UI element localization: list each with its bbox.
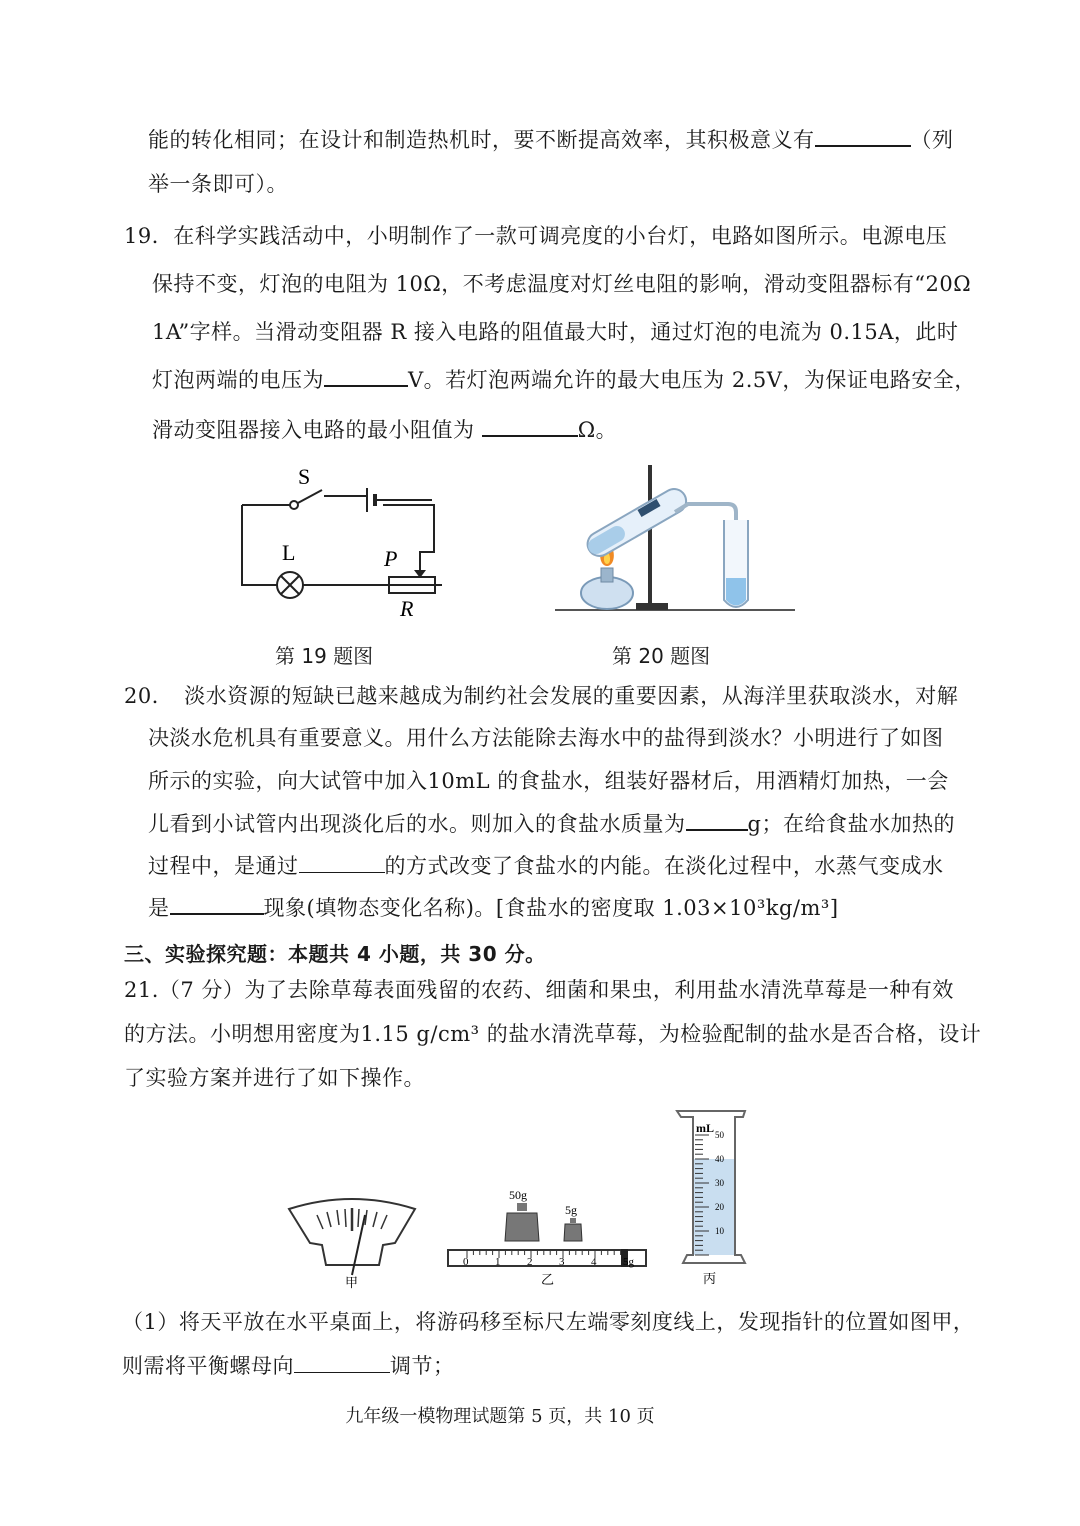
distillation-apparatus (550, 460, 800, 620)
figure-19-caption: 第 19 题图 (275, 644, 374, 668)
q20-line-2: 决淡水危机具有重要意义。用什么方法能除去海水中的盐得到淡水？小明进行了如图 (148, 726, 944, 750)
q20-text-4a: 儿看到小试管内出现淡化后的水。则加入的食盐水质量为 (148, 812, 686, 836)
switch-contact-icon (290, 501, 298, 509)
ruler-tick-label: 4 (591, 1256, 597, 1268)
carryover-text-a: 能的转化相同；在设计和制造热机时，要不断提高效率，其积极意义有 (148, 128, 815, 152)
burner-neck (601, 568, 613, 582)
q21-sub1-text-b: 调节； (390, 1354, 455, 1378)
q19-line-2: 保持不变，灯泡的电阻为 10Ω，不考虑温度对灯丝电阻的影响，滑动变阻器标有“20Ω (152, 272, 972, 296)
label-jia: 甲 (345, 1275, 359, 1290)
stand-rod (648, 465, 652, 605)
ruler-tick-label: 5g (623, 1256, 634, 1268)
section-3-heading: 三、实验探究题：本题共 4 小题，共 30 分。 (124, 942, 546, 966)
ruler-tick-label: 0 (463, 1256, 469, 1268)
cylinder-tick-label: 50 (715, 1130, 724, 1140)
q20-line-5 (148, 850, 944, 880)
q21-sub1-text-a: 则需将平衡螺母向 (122, 1354, 294, 1378)
balance-pointer-scale (285, 1195, 420, 1290)
carryover-line-2: 举一条即可）。 (148, 172, 288, 196)
circuit-diagram (232, 460, 442, 620)
answer-blank-resistance[interactable] (482, 415, 578, 437)
q21-sub1-line-2 (122, 1350, 455, 1380)
cylinder-tick-label: 40 (715, 1154, 724, 1164)
q20-line-4 (148, 808, 955, 838)
ruler-tick-label: 1 (495, 1256, 501, 1268)
label-slider: P (384, 546, 398, 571)
label-rheostat: R (400, 596, 414, 620)
carryover-line-1 (148, 124, 954, 154)
large-test-tube (583, 485, 690, 561)
q21-sub1-line-1: （1）将天平放在水平桌面上，将游码移至标尺左端零刻度线上，发现指针的位置如图甲， (122, 1310, 975, 1334)
weight-5g-label: 5g (565, 1203, 577, 1217)
label-lamp: L (282, 540, 296, 565)
cylinder-tick-label: 30 (715, 1178, 724, 1188)
answer-blank-efficiency[interactable] (815, 125, 911, 147)
q19-line-3: 1A”字样。当滑动变阻器 R 接入电路的阻值最大时，通过灯泡的电流为 0.15A，此时 (152, 320, 959, 344)
q19-text-5b: Ω。 (577, 418, 618, 442)
q19-line-5 (152, 414, 617, 444)
q21-line-2: 的方法。小明想用密度为1.15 g/cm³ 的盐水清洗草莓，为检验配制的盐水是否合格，设计 (124, 1022, 982, 1046)
answer-blank-phase-change[interactable] (170, 893, 264, 915)
answer-blank-mass[interactable] (686, 809, 748, 831)
weight-50g-label: 50g (509, 1188, 527, 1202)
q19-line-1: 19．在科学实践活动中，小明制作了一款可调亮度的小台灯，电路如图所示。电源电压 (124, 224, 948, 248)
q19-text-5a: 滑动变阻器接入电路的最小阻值为 (152, 418, 482, 442)
q19-line-4 (152, 364, 976, 394)
cylinder-tick-label: 20 (715, 1202, 724, 1212)
weight-5g-icon (564, 1218, 582, 1241)
q20-line-6 (148, 892, 839, 922)
q19-text-4a: 灯泡两端的电压为 (152, 368, 324, 392)
q20-text-6b: 现象(填物态变化名称)。[食盐水的密度取 1.03×10³kg/m³] (263, 896, 839, 920)
q20-text-5a: 过程中，是通过 (148, 854, 299, 878)
label-switch: S (298, 464, 311, 489)
weight-50g-icon (505, 1203, 539, 1241)
q21-line-1: 21.（7 分）为了去除草莓表面残留的农药、细菌和果虫，利用盐水清洗草莓是一种有效 (124, 978, 954, 1002)
q19-text-4b: V。若灯泡两端允许的最大电压为 2.5V，为保证电路安全， (408, 368, 976, 392)
answer-blank-nut-direction[interactable] (294, 1352, 390, 1373)
q20-line-3: 所示的实验，向大试管中加入10mL 的食盐水，组装好器材后，用酒精灯加热，一会 (148, 769, 949, 793)
weights-and-ruler (445, 1185, 650, 1290)
answer-blank-voltage[interactable] (324, 365, 408, 387)
ruler-tick-label: 2 (527, 1256, 533, 1268)
cylinder-tick-label: 10 (715, 1226, 724, 1236)
q20-text-6a: 是 (148, 896, 170, 920)
q20-text-5b: 的方式改变了食盐水的内能。在淡化过程中，水蒸气变成水 (384, 854, 944, 878)
riding-ruler (448, 1250, 646, 1266)
answer-blank-method[interactable] (299, 852, 385, 873)
q20-text-4b: g；在给食盐水加热的 (747, 812, 955, 836)
ruler-tick-label: 3 (559, 1256, 565, 1268)
q21-line-3: 了实验方案并进行了如下操作。 (124, 1066, 425, 1090)
carryover-text-b: （列 (910, 128, 954, 152)
cylinder-unit: mL (696, 1121, 714, 1135)
q20-line-1: 20． 淡水资源的短缺已越来越成为制约社会发展的重要因素，从海洋里获取淡水，对解 (124, 684, 959, 708)
figure-20-caption: 第 20 题图 (612, 644, 711, 668)
page-footer: 九年级一模物理试题第 5 页，共 10 页 (345, 1406, 655, 1427)
label-bing: 丙 (703, 1271, 717, 1286)
graduated-cylinder (675, 1105, 755, 1290)
label-yi: 乙 (541, 1272, 555, 1287)
